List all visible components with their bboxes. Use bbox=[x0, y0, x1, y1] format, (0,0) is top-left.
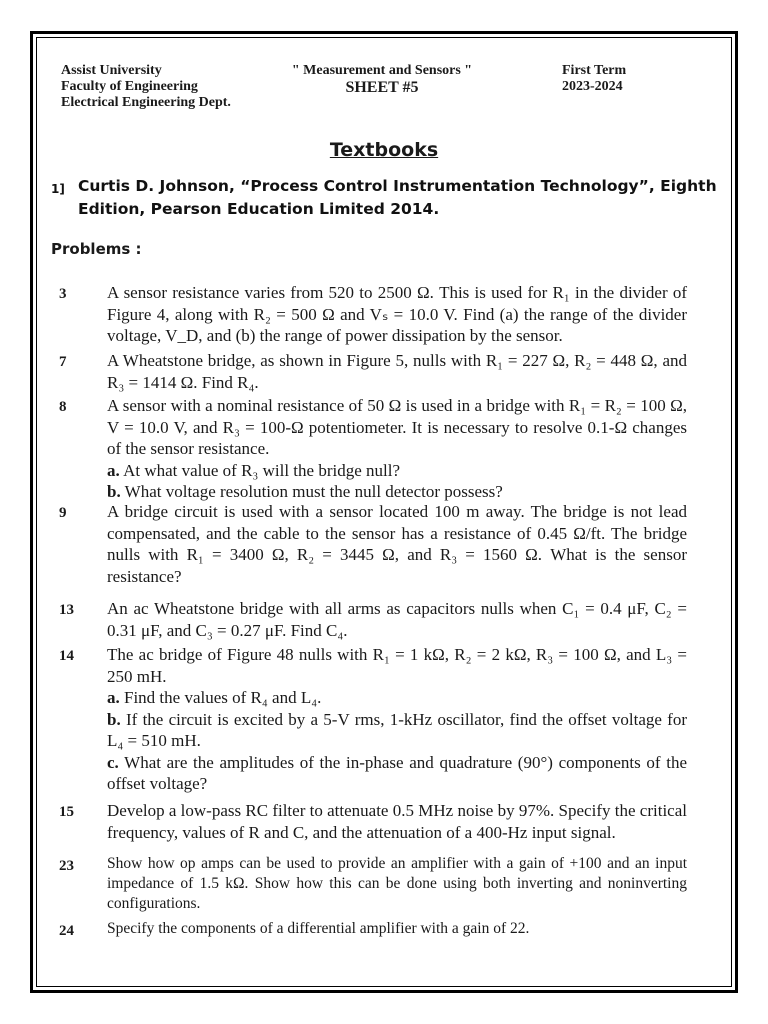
problem-text: The ac bridge of Figure 48 nulls with R₁ = 1 kΩ, R₂ = 2 kΩ, R₃ = 100 Ω, and L₃ = 250 mH. bbox=[107, 645, 687, 686]
course-title: " Measurement and Sensors " bbox=[291, 63, 473, 78]
term-label: First Term bbox=[562, 63, 627, 78]
problem-number: 3 bbox=[59, 286, 67, 302]
subpart-text: At what value of R₃ will the bridge null? bbox=[123, 460, 400, 480]
problem-number: 7 bbox=[59, 354, 67, 370]
problem-text: A sensor resistance varies from 520 to 2500 Ω. This is used for R₁ in the divider of Figure 4, along with R₂ = 500 Ω and Vₛ = 10.0 V. Find (a) the range of the divider voltage, V_D, and (b) the range of power dissipation by the sensor. bbox=[107, 283, 687, 345]
problem-text: Specify the components of a differential amplifier with a gain of 22. bbox=[107, 920, 530, 937]
problems-heading: Problems : bbox=[51, 240, 142, 258]
sheet-number: SHEET #5 bbox=[345, 79, 419, 96]
problem-number: 8 bbox=[59, 399, 67, 415]
university-block bbox=[61, 63, 231, 111]
problem-number: 14 bbox=[59, 648, 74, 664]
term-block bbox=[562, 63, 626, 95]
subpart-text: What are the amplitudes of the in-phase and quadrature (90°) components of the offset voltage? bbox=[107, 752, 687, 793]
subpart-b bbox=[107, 481, 687, 503]
subpart-label: b. bbox=[107, 482, 121, 501]
problem-number: 24 bbox=[59, 923, 74, 939]
subpart-label: a. bbox=[107, 460, 120, 480]
course-block bbox=[282, 63, 482, 96]
subpart-b bbox=[107, 709, 687, 752]
department-name: Electrical Engineering Dept. bbox=[61, 95, 231, 110]
subpart-text: Find the values of R₄ and L₄. bbox=[124, 688, 322, 707]
textbooks-heading: Textbooks bbox=[329, 139, 439, 161]
academic-year: 2023-2024 bbox=[562, 79, 623, 94]
faculty-name: Faculty of Engineering bbox=[61, 79, 198, 94]
problem-number: 13 bbox=[59, 602, 74, 618]
subpart-label: b. bbox=[107, 709, 121, 729]
problem-text: An ac Wheatstone bridge with all arms as capacitors nulls when C₁ = 0.4 μF, C₂ = 0.31 μF, and C₃ = 0.27 μF. Find C₄. bbox=[107, 599, 687, 640]
problem-number: 23 bbox=[59, 858, 74, 874]
problem-text: Develop a low-pass RC filter to attenuate 0.5 MHz noise by 97%. Specify the critical frequency, values of R and C, and the attenuation of a 400-Hz input signal. bbox=[107, 801, 687, 842]
problem-number: 15 bbox=[59, 804, 74, 820]
subpart-label: a. bbox=[107, 688, 120, 707]
problem-body bbox=[107, 644, 687, 795]
problem-text: Show how op amps can be used to provide an amplifier with a gain of +100 and an input impedance of 1.5 kΩ. Show how this can be done using both inverting and noninverting configurations. bbox=[107, 855, 687, 912]
subpart-text: If the circuit is excited by a 5-V rms, 1-kHz oscillator, find the offset voltage for L₄ = 510 mH. bbox=[107, 709, 687, 750]
problem-text: A sensor with a nominal resistance of 50 Ω is used in a bridge with R₁ = R₂ = 100 Ω, V = 10.0 V, and R₃ = 100-Ω potentiometer. It is necessary to resolve 0.1-Ω changes of the sensor resistance. bbox=[107, 396, 687, 458]
problem-body bbox=[107, 395, 687, 503]
subpart-a bbox=[107, 460, 687, 482]
problem-text: A bridge circuit is used with a sensor located 100 m away. The bridge is not lead compensated, and the cable to the sensor has a resistance of 0.45 Ω/ft. The bridge nulls with R₁ = 3400 Ω, R₂ = 3445 Ω, and R₃ = 1560 Ω. What is the sensor resistance? bbox=[107, 502, 687, 586]
subpart-text: What voltage resolution must the null detector possess? bbox=[124, 482, 503, 501]
reference-text: Curtis D. Johnson, “Process Control Instrumentation Technology”, Eighth Edition, Pearson Education Limited 2014. bbox=[78, 177, 717, 218]
reference-number: 1] bbox=[51, 182, 65, 196]
subpart-a bbox=[107, 687, 687, 709]
subpart-c bbox=[107, 752, 687, 795]
problem-number: 9 bbox=[59, 505, 67, 521]
subpart-label: c. bbox=[107, 752, 119, 772]
university-name: Assist University bbox=[61, 63, 162, 78]
problem-text: A Wheatstone bridge, as shown in Figure 5, nulls with R₁ = 227 Ω, R₂ = 448 Ω, and R₃ = 1414 Ω. Find R₄. bbox=[107, 351, 687, 392]
